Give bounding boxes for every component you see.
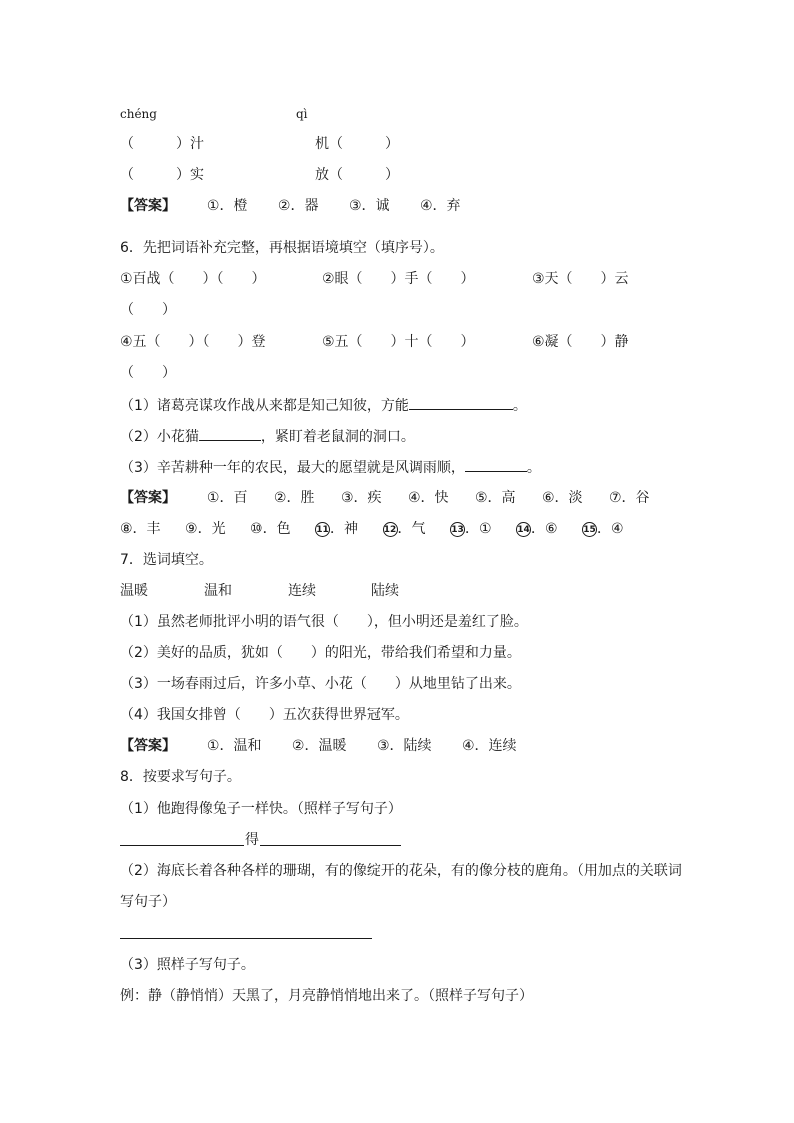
circled-number-icon: 14 [516, 522, 531, 537]
answer-item: ⑩．色 [250, 521, 291, 537]
q6-s1-text: （1）诸葛亮谋攻作战从来都是知己知彼，方能 [120, 398, 409, 414]
pinyin-cheng: chéng [120, 107, 157, 121]
answer-item: ③．疾 [340, 490, 382, 506]
circled-number-icon: 15 [582, 522, 597, 537]
answer-item: ⑨．光 [185, 521, 226, 537]
q5-answer-line [120, 196, 461, 216]
q7-sentence-3: （3）一场春雨过后，许多小草、小花（ ）从地里钻了出来。 [120, 676, 521, 692]
circled-number-icon: 13 [450, 522, 465, 537]
answer-item: ④．弃 [419, 198, 461, 214]
q6-s3-blank[interactable] [465, 457, 527, 472]
q7-word-option: 温和 [204, 583, 232, 599]
q8-s1-middle-char: 得 [245, 832, 259, 848]
q6-sentence-2 [120, 426, 415, 447]
q7-answer-line [120, 736, 517, 756]
q6-s2-blank[interactable] [199, 426, 261, 441]
q6-title: 6．先把词语补充完整，再根据语境填空（填序号）。 [120, 240, 444, 256]
q6-s3-text: （3）辛苦耕种一年的农民，最大的愿望就是风调雨顺， [120, 460, 465, 476]
q6-word-1: ①百战（ ）（ ） [120, 271, 266, 287]
q5-row2-left: （ ）实 [120, 167, 204, 183]
q6-word-6: ⑥凝（ ）静 [532, 334, 629, 350]
answer-item [582, 521, 624, 537]
answer-label: 【答案】 [120, 738, 176, 754]
answer-item: ②．器 [277, 198, 319, 214]
answer-item: ⑧．丰 [120, 521, 161, 537]
q6-sentence-1 [120, 395, 527, 416]
answer-blank-line[interactable] [120, 938, 372, 939]
q8-sentence-3: （3）照样子写句子。 [120, 957, 255, 973]
q6-s2-text: （2）小花猫 [120, 429, 199, 445]
q8-sentence-1: （1）他跑得像兔子一样快。（照样子写句子） [120, 801, 402, 817]
q8-sentence-2-line2: 写句子） [120, 894, 176, 910]
q6-s2-end: ，紧盯着老鼠洞的洞口。 [260, 429, 415, 445]
answer-blank-line[interactable] [260, 845, 401, 846]
q7-word-option: 陆续 [371, 583, 399, 599]
q7-title: 7．选词填空。 [120, 552, 213, 568]
answer-label: 【答案】 [120, 490, 176, 506]
answer-item: ⑦．谷 [609, 490, 650, 506]
q6-answer-line-2 [120, 519, 624, 539]
answer-item: ③．诚 [348, 198, 390, 214]
answer-item: ①．橙 [206, 198, 248, 214]
answer-blank-line[interactable] [120, 845, 244, 846]
answer-item: ①．百 [206, 490, 248, 506]
answer-item: ①．温和 [206, 738, 262, 754]
q6-s1-blank[interactable] [409, 395, 513, 410]
q6-answer-line-1 [120, 488, 650, 508]
answer-item [383, 521, 426, 537]
circled-number-icon: 11 [315, 522, 330, 537]
pinyin-qi: qì [296, 107, 308, 121]
q7-sentence-2: （2）美好的品质，犹如（ ）的阳光，带给我们希望和力量。 [120, 645, 521, 661]
answer-item: ②．胜 [273, 490, 315, 506]
q7-sentence-4: （4）我国女排曾（ ）五次获得世界冠军。 [120, 707, 409, 723]
q6-s1-end: 。 [512, 398, 527, 414]
q6-word-5: ⑤五（ ）十（ ） [322, 334, 475, 350]
answer-text: ．① [464, 521, 492, 537]
answer-text: ．④ [596, 521, 624, 537]
q7-word-option: 连续 [288, 583, 316, 599]
q7-sentence-1: （1）虽然老师批评小明的语气很（ ），但小明还是羞红了脸。 [120, 614, 528, 630]
q6-word-4: ④五（ ）（ ）登 [120, 334, 266, 350]
answer-item [450, 521, 492, 537]
answer-item: ④．连续 [461, 738, 517, 754]
q6-sentence-3 [120, 457, 541, 478]
answer-label: 【答案】 [120, 198, 176, 214]
q6-word-3-wrap: （ ） [120, 302, 176, 318]
q5-row2-right: 放（ ） [315, 167, 399, 183]
q6-word-6-wrap: （ ） [120, 365, 176, 381]
q6-s3-end: 。 [526, 460, 541, 476]
q8-sentence-2-line1: （2）海底长着各种各样的珊瑚，有的像绽开的花朵，有的像分枝的鹿角。（用加点的关联词 [120, 863, 682, 879]
q6-word-2: ②眼（ ）手（ ） [322, 271, 475, 287]
q6-word-3: ③天（ ）云 [532, 271, 629, 287]
answer-item: ⑥．淡 [541, 490, 583, 506]
q5-row1-right: 机（ ） [315, 136, 399, 152]
answer-item [516, 521, 558, 537]
q8-title: 8．按要求写句子。 [120, 769, 241, 785]
answer-item: ②．温暖 [291, 738, 347, 754]
answer-item: ⑤．高 [474, 490, 516, 506]
answer-text: ．⑥ [530, 521, 558, 537]
q8-example: 例：静（静悄悄）天黑了，月亮静悄悄地出来了。（照样子写句子） [120, 988, 533, 1004]
answer-item: ③．陆续 [376, 738, 432, 754]
q7-word-option: 温暖 [120, 583, 148, 599]
q5-row1-left: （ ）汁 [120, 136, 204, 152]
answer-text: ．神 [330, 521, 359, 537]
answer-text: ．气 [397, 521, 426, 537]
answer-item [315, 521, 358, 537]
answer-item: ④．快 [407, 490, 449, 506]
circled-number-icon: 12 [383, 522, 398, 537]
